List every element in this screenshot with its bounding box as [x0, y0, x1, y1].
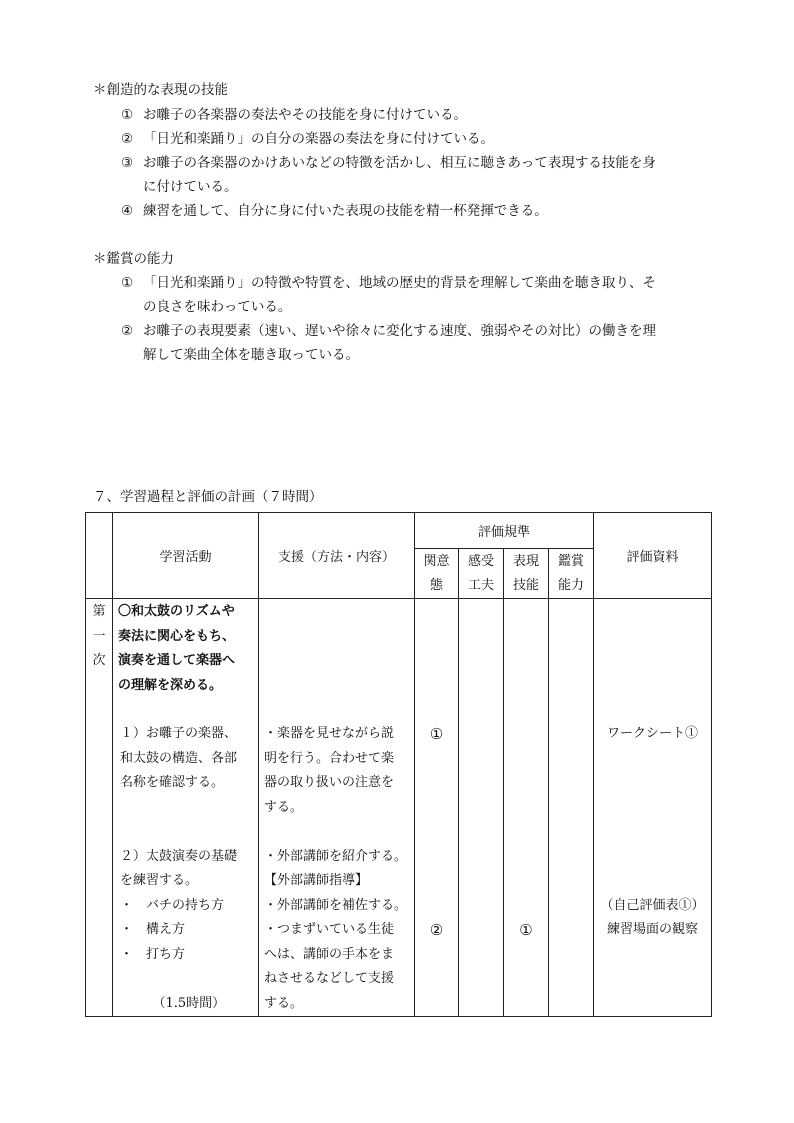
- item-text: 「日光和楽踊り」の特徴や特質を、地域の歴史的背景を理解して楽曲を聴き取り、そ: [143, 275, 656, 291]
- header-materials: 評価資料: [594, 513, 712, 599]
- appreciation-item-2: [121, 325, 656, 339]
- header-crit-expression: 表現 技能: [504, 549, 549, 599]
- skills-item-3-continued: に付けている。: [143, 179, 238, 195]
- goal-line: 演奏を通して楽器へ: [118, 653, 236, 668]
- step1-support-line: する。: [264, 799, 304, 815]
- step1-crit-interest-mark: ①: [429, 725, 444, 743]
- step1-support-line: 器の取り扱いの注意を: [264, 775, 395, 790]
- activity-column: [113, 599, 259, 1017]
- goal-line: 奏法に関心をもち、: [118, 628, 236, 644]
- step2-support-line: する。: [264, 995, 304, 1011]
- step2-materials-line: （自己評価表①）: [600, 897, 705, 913]
- step1-materials: ワークシート①: [607, 726, 699, 741]
- step2-support-line: ・外部講師を紹介する。: [264, 848, 408, 864]
- step1-support-line: ・楽器を見せながら説: [264, 726, 395, 741]
- item-text: お囃子の各楽器の奏法やその技能を身に付けている。: [143, 107, 467, 123]
- item-number: ①: [121, 107, 134, 123]
- step2-activity-line: ・ 構え方: [120, 922, 186, 937]
- section-title-skills: ＊創造的な表現の技能: [93, 82, 228, 98]
- step2-crit-interest-mark: ②: [429, 921, 444, 939]
- step1-support-line: 明を行う。合わせて楽: [264, 750, 395, 766]
- step2-support-line: 【外部講師指導】: [264, 873, 369, 888]
- header-support: 支援（方法・内容）: [259, 513, 415, 599]
- item-text: お囃子の各楽器のかけあいなどの特徴を活かし、相互に聴きあって表現する技能を身: [143, 155, 656, 171]
- header-crit-perception: 感受 工夫: [459, 549, 504, 599]
- header-criteria: 評価規準: [415, 513, 594, 549]
- step2-support-line: ・つまずいている生徒: [264, 922, 395, 937]
- skills-item-3: [121, 157, 656, 171]
- step2-activity-line: ・ バチの持ち方: [120, 897, 225, 913]
- crit-expression-column: [504, 599, 549, 1017]
- section-title-appreciation: ＊鑑賞の能力: [93, 251, 174, 267]
- appreciation-item-1-continued: の良さを味わっている。: [143, 299, 292, 315]
- step2-support-line: ・外部講師を補佐する。: [264, 897, 408, 913]
- learning-plan-table: [85, 512, 712, 1017]
- header-crit-interest: 関意 態: [415, 549, 459, 599]
- step2-support-line: ねさせるなどして支援: [264, 971, 395, 986]
- step1-activity-line: １）お囃子の楽器、: [120, 726, 238, 741]
- item-number: ②: [121, 131, 134, 147]
- item-text: 「日光和楽踊り」の自分の楽器の奏法を身に付けている。: [143, 131, 494, 147]
- phase-label: 第 一 次: [86, 599, 113, 1017]
- step2-activity-line: を練習する。: [120, 873, 199, 888]
- item-number: ④: [121, 203, 134, 219]
- goal-line: 〇和太鼓のリズムや: [118, 604, 235, 619]
- header-crit-appreciation: 鑑賞 能力: [549, 549, 594, 599]
- item-text: お囃子の表現要素（速い、遅いや徐々に変化する速度、強弱やその対比）の働きを理: [143, 323, 656, 339]
- skills-item-4: [121, 205, 548, 219]
- support-column: [259, 599, 415, 1017]
- item-number: ③: [121, 155, 134, 171]
- appreciation-item-2-continued: 解して楽曲全体を聴き取っている。: [143, 347, 359, 363]
- header-activity: 学習活動: [113, 513, 259, 599]
- step2-support-line: へは、講師の手本をま: [264, 946, 395, 962]
- step1-activity-line: 和太鼓の構造、各部: [120, 750, 238, 766]
- crit-perception-column: [459, 599, 504, 1017]
- step2-activity-line: ２）太鼓演奏の基礎: [120, 848, 238, 864]
- crit-interest-column: [415, 599, 459, 1017]
- item-number: ②: [121, 323, 134, 339]
- step2-materials-line: 練習場面の観察: [607, 922, 699, 937]
- crit-appreciation-column: [549, 599, 594, 1017]
- skills-item-1: [121, 109, 467, 123]
- skills-item-2: [121, 133, 494, 147]
- item-text: 練習を通して、自分に身に付いた表現の技能を精一杯発揮できる。: [143, 203, 548, 219]
- step2-activity-line: ・ 打ち方: [120, 946, 186, 962]
- header-phase-blank: [86, 513, 113, 599]
- step2-activity-line: [118, 967, 258, 992]
- step2-crit-expression-mark: ①: [519, 921, 533, 939]
- plan-title: ７、学習過程と評価の計画（７時間）: [93, 489, 323, 505]
- materials-column: [594, 599, 712, 1017]
- appreciation-item-1: [121, 277, 656, 291]
- item-number: ①: [121, 275, 134, 291]
- step2-activity-line: （1.5時間）: [146, 995, 226, 1011]
- step1-activity-line: 名称を確認する。: [120, 775, 225, 790]
- goal-line: の理解を深める。: [118, 677, 223, 693]
